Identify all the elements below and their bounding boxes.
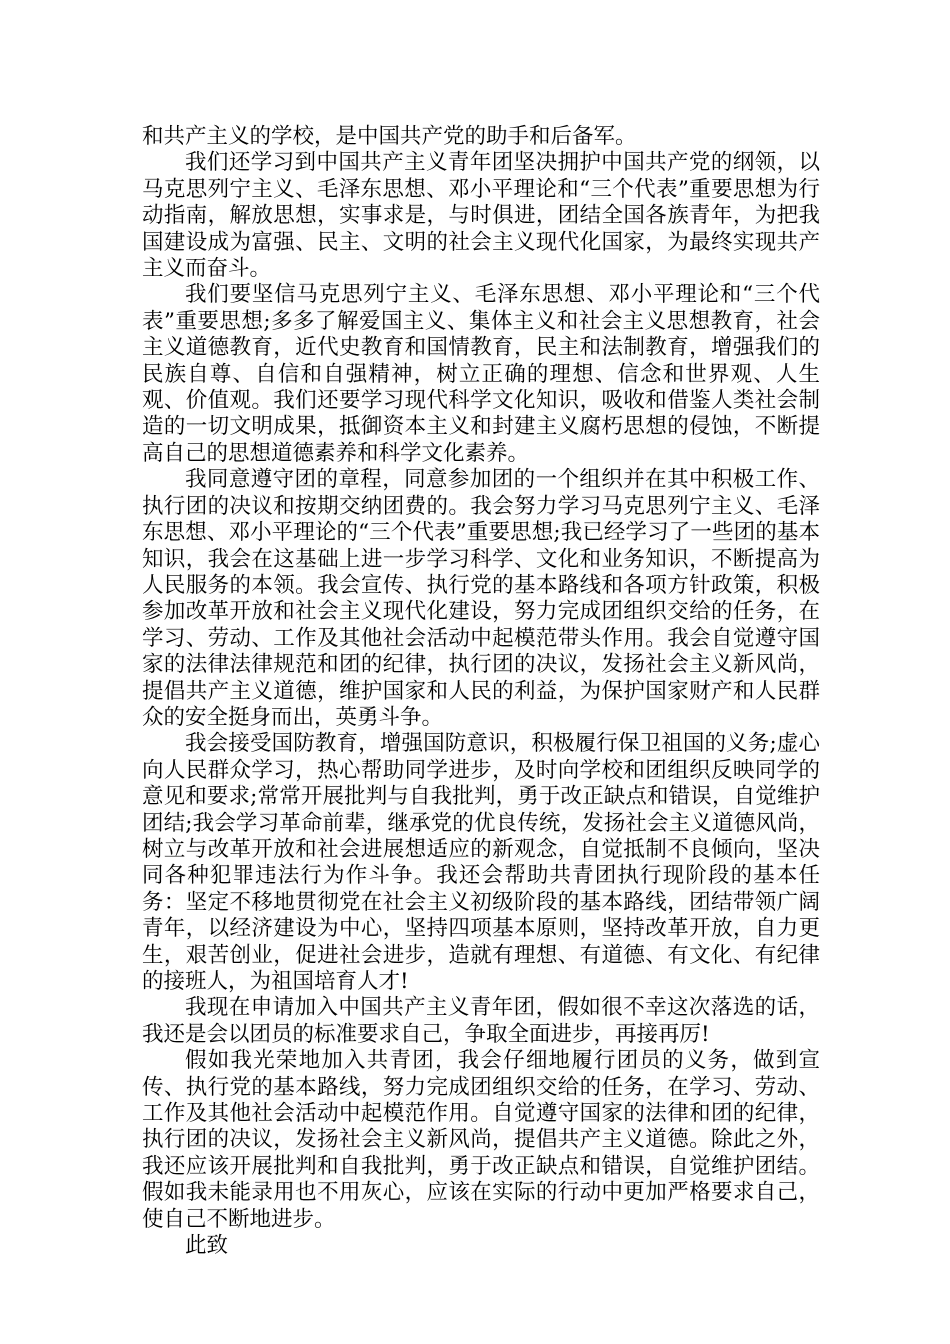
- closing-salutation: 此致: [185, 1233, 229, 1259]
- letter-body: [142, 124, 820, 1259]
- paragraph-1: 和共产主义的学校，是中国共产党的助手和后备军。: [142, 124, 637, 149]
- paragraph-2: 我们还学习到中国共产主义青年团坚决拥护中国共产党的纲领，以马克思列宁主义、毛泽东思想、邓小平理论和“三个代表”重要思想为行动指南，解放思想，实事求是，与时俱进，团结全国各族青年，为把我国建设成为富强、民主、文明的社会主义现代化国家，为最终实现共产主义而奋斗。: [142, 150, 820, 282]
- paragraph-6: 我现在申请加入中国共产主义青年团，假如很不幸这次落选的话，我还是会以团员的标准要求自己，争取全面进步，再接再厉!: [142, 995, 820, 1047]
- paragraph-7: 假如我光荣地加入共青团，我会仔细地履行团员的义务，做到宣传、执行党的基本路线，努力完成团组织交给的任务，在学习、劳动、工作及其他社会活动中起模范作用。自觉遵守国家的法律和团的纪律，执行团的决议，发扬社会主义新风尚，提倡共产主义道德。除此之外，我还应该开展批判和自我批判，勇于改正缺点和错误，自觉维护团结。假如我未能录用也不用灰心，应该在实际的行动中更加严格要求自己，使自己不断地进步。: [142, 1048, 820, 1232]
- paragraph-3: 我们要坚信马克思列宁主义、毛泽东思想、邓小平理论和“三个代表”重要思想;多多了解爱国主义、集体主义和社会主义思想教育，社会主义道德教育，近代史教育和国情教育，民主和法制教育，增强我们的民族自尊、自信和自强精神，树立正确的理想、信念和世界观、人生观、价值观。我们还要学习现代科学文化知识，吸收和借鉴人类社会制造的一切文明成果，抵御资本主义和封建主义腐朽思想的侵蚀，不断提高自己的思想道德素养和科学文化素养。: [142, 282, 820, 466]
- paragraph-4: 我同意遵守团的章程，同意参加团的一个组织并在其中积极工作、执行团的决议和按期交纳团费的。我会努力学习马克思列宁主义、毛泽东思想、邓小平理论的“三个代表”重要思想;我已经学习了一些团的基本知识，我会在这基础上进一步学习科学、文化和业务知识，不断提高为人民服务的本领。我会宣传、执行党的基本路线和各项方针政策，积极参加改革开放和社会主义现代化建设，努力完成团组织交给的任务，在学习、劳动、工作及其他社会活动中起模范带头作用。我会自觉遵守国家的法律法律规范和团的纪律，执行团的决议，发扬社会主义新风尚，提倡共产主义道德，维护国家和人民的利益，为保护国家财产和人民群众的安全挺身而出，英勇斗争。: [142, 467, 820, 730]
- paragraph-5: 我会接受国防教育，增强国防意识，积极履行保卫祖国的义务;虚心向人民群众学习，热心帮助同学进步，及时向学校和团组织反映同学的意见和要求;常常开展批判与自我批判，勇于改正缺点和错误，自觉维护团结;我会学习革命前辈，继承党的优良传统，发扬社会主义道德风尚，树立与改革开放和社会进展想适应的新观念，自觉抵制不良倾向，坚决同各种犯罪违法行为作斗争。我还会帮助共青团执行现阶段的基本任务：坚定不移地贯彻党在社会主义初级阶段的基本路线，团结带领广阔青年，以经济建设为中心，坚持四项基本原则，坚持改革开放，自力更生，艰苦创业，促进社会进步，造就有理想、有道德、有文化、有纪律的接班人，为祖国培育人才!: [142, 731, 820, 994]
